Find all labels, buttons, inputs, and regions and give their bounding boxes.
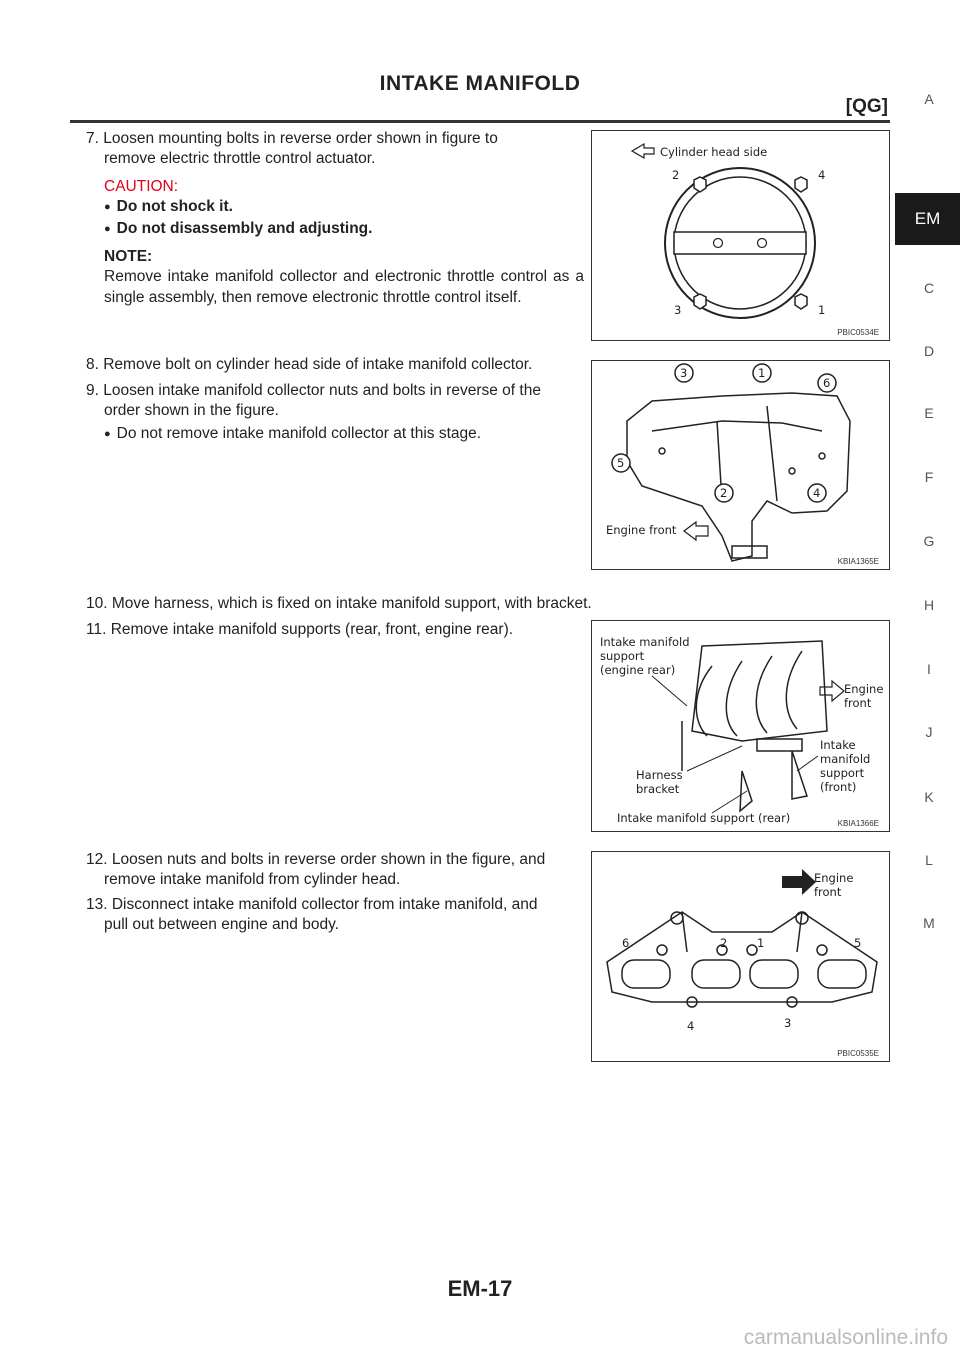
fig3-label-b1: Engine [844, 682, 884, 696]
fig2-num-5: 5 [617, 456, 625, 470]
fig4-num-2: 2 [720, 936, 728, 950]
arrow-right-icon [782, 869, 816, 895]
fig3-label-c2: manifold [820, 752, 871, 766]
caution-item-1: ● Do not shock it. [104, 196, 233, 219]
fig4-code: PBIC0535E [837, 1049, 879, 1058]
index-g[interactable]: G [923, 533, 935, 549]
arrow-right-icon [820, 681, 844, 701]
figure-manifold-supports [591, 620, 890, 832]
fig2-num-6: 6 [823, 376, 831, 390]
fig2-num-1: 1 [758, 366, 766, 380]
step-13: 13. Disconnect intake manifold collector from intake manifold, and [86, 896, 538, 913]
step-7: 7. Loosen mounting bolts in reverse order shown in figure to [86, 130, 498, 147]
step-11: 11. Remove intake manifold supports (rear, front, engine rear). [86, 621, 514, 638]
arrow-left-icon [684, 522, 708, 540]
index-h[interactable]: H [923, 597, 935, 613]
fig1-num-3: 3 [674, 303, 682, 317]
index-a[interactable]: A [924, 91, 934, 107]
fig4-num-3: 3 [784, 1016, 792, 1030]
step-13-cont: pull out between engine and body. [104, 916, 339, 933]
step-7-cont: remove electric throttle control actuator. [104, 150, 376, 167]
fig4-num-5: 5 [854, 936, 862, 950]
fig3-label-a3: (engine rear) [600, 663, 676, 677]
fig3-label-d2: bracket [636, 782, 680, 796]
arrow-left-icon [632, 144, 654, 158]
fig4-label-1: Engine [814, 871, 854, 885]
fig2-num-2: 2 [720, 486, 728, 500]
fig1-code: PBIC0534E [837, 328, 879, 337]
index-em-active[interactable]: EM [895, 193, 960, 245]
index-d[interactable]: D [923, 343, 935, 359]
note-text: Remove intake manifold collector and electronic throttle control as a single assembly, then remove electronic throttle control itself. [104, 268, 584, 306]
index-e[interactable]: E [924, 405, 934, 421]
caution-item-2: ● Do not disassembly and adjusting. [104, 218, 372, 241]
fig2-label: Engine front [606, 523, 677, 537]
figure-throttle-bolt-order [591, 130, 890, 341]
step-9: 9. Loosen intake manifold collector nuts and bolts in reverse of the [86, 382, 541, 399]
step-12-cont: remove intake manifold from cylinder head. [104, 871, 401, 888]
fig4-num-4: 4 [687, 1019, 695, 1033]
caution-heading: CAUTION: [104, 178, 179, 195]
fig4-label-2: front [814, 885, 842, 899]
index-f[interactable]: F [924, 469, 934, 485]
fig3-label-c1: Intake [820, 738, 856, 752]
fig3-label-a2: support [600, 649, 645, 663]
step-8: 8. Remove bolt on cylinder head side of intake manifold collector. [86, 356, 533, 373]
page-title: INTAKE MANIFOLD [379, 72, 581, 95]
fig2-num-3: 3 [680, 366, 688, 380]
page-number: EM-17 [447, 1276, 513, 1301]
index-k[interactable]: K [924, 789, 934, 805]
fig3-label-a1: Intake manifold [600, 635, 690, 649]
fig2-num-4: 4 [813, 486, 821, 500]
step-9-cont: order shown in the figure. [104, 402, 279, 419]
step-9-bullet: ● Do not remove intake manifold collector at this stage. [104, 423, 584, 446]
index-i[interactable]: I [927, 661, 931, 677]
fig1-num-4: 4 [818, 168, 826, 182]
fig3-label-d1: Harness [636, 768, 683, 782]
fig3-code: KBIA1366E [837, 819, 879, 828]
fig1-num-2: 2 [672, 168, 680, 182]
engine-code: [QG] [845, 96, 888, 117]
index-c[interactable]: C [923, 280, 935, 296]
watermark: carmanualsonline.info [743, 1326, 948, 1349]
note-heading: NOTE: [104, 248, 153, 265]
fig1-label: Cylinder head side [660, 145, 768, 159]
fig1-num-1: 1 [818, 303, 826, 317]
fig2-code: KBIA1365E [837, 557, 879, 566]
figure-manifold-bolt-order [591, 851, 890, 1062]
step-10: 10. Move harness, which is fixed on intake manifold support, with bracket. [86, 595, 592, 612]
index-m[interactable]: M [923, 915, 935, 931]
index-l[interactable]: L [925, 852, 933, 868]
fig4-num-6: 6 [622, 936, 630, 950]
header-rule [70, 120, 890, 123]
index-j[interactable]: J [925, 724, 933, 740]
fig3-label-e: Intake manifold support (rear) [617, 811, 791, 825]
fig4-num-1: 1 [757, 936, 765, 950]
step-12: 12. Loosen nuts and bolts in reverse order shown in the figure, and [86, 851, 546, 868]
fig3-label-c4: (front) [820, 780, 857, 794]
fig3-label-b2: front [844, 696, 872, 710]
figure-collector-order [591, 360, 890, 570]
fig3-label-c3: support [820, 766, 865, 780]
